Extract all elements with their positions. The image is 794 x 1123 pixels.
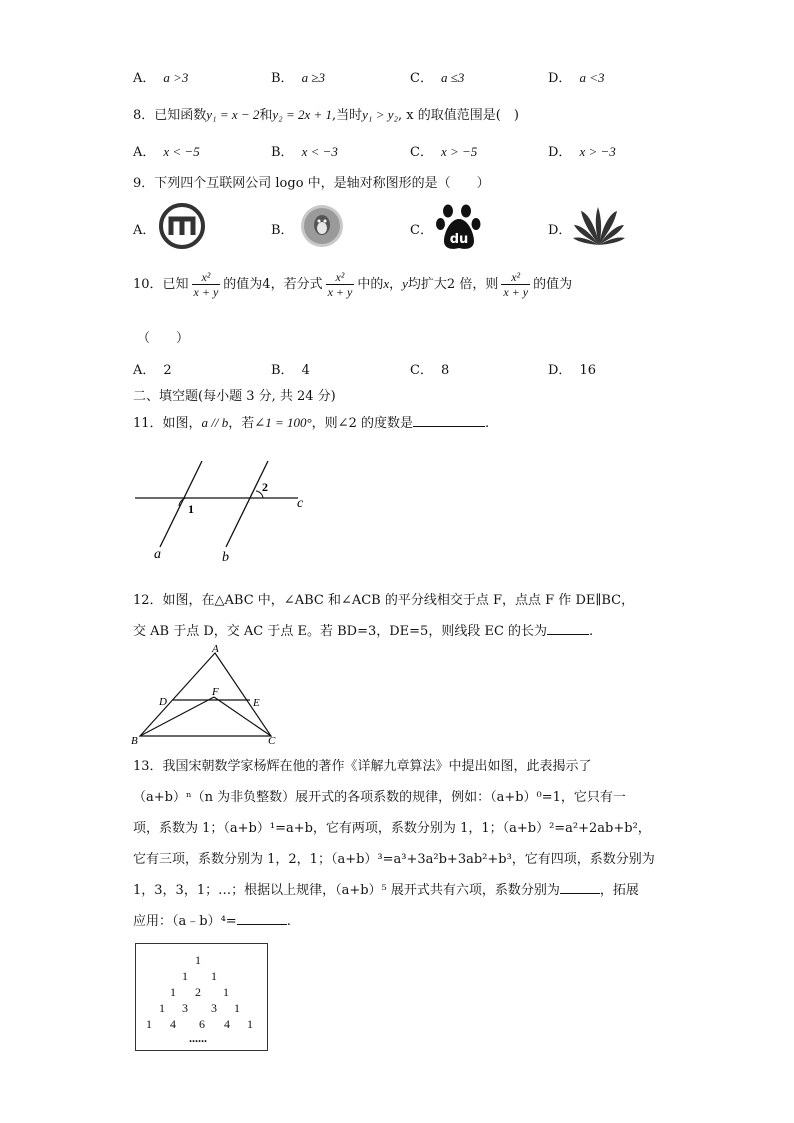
q9-option-d[interactable] <box>548 219 571 238</box>
q8-tail: , x 的取值范围是( ) <box>398 108 519 123</box>
q10-sep: ， <box>389 277 403 292</box>
parallel-lines-figure <box>130 455 320 567</box>
q10-option-d[interactable] <box>548 359 596 378</box>
q13-line-1: 13．我国宋朝数学家杨辉在他的著作《详解九章算法》中提出如图，此表揭示了 <box>133 759 592 774</box>
point-f-label: F <box>212 686 219 698</box>
fraction-numerator: x² <box>192 270 221 285</box>
q11-stem <box>133 412 489 431</box>
option-letter: B． <box>271 145 294 160</box>
fraction-denominator: x + y <box>327 285 353 299</box>
q11-text-3: ，则∠2 的度数是 <box>311 416 413 431</box>
q10-var-x: x <box>383 276 390 291</box>
triangle-ellipsis: ...... <box>189 1031 207 1045</box>
q8-mid: ,当时 <box>332 108 363 123</box>
point-e-label: E <box>253 697 260 709</box>
q11-condition: a // b <box>201 415 229 430</box>
triangle-number: 1 <box>170 985 176 999</box>
q11-answer-blank[interactable] <box>413 426 485 427</box>
fraction-numerator: x² <box>326 270 355 285</box>
triangle-number: 1 <box>159 1001 165 1015</box>
option-letter: C． <box>410 71 433 86</box>
baidu-du-text: du <box>449 232 469 247</box>
q12-line-1: 12．如图，在△ABC 中，∠ABC 和∠ACB 的平分线相交于点 F，点点 F 作 DE∥BC， <box>133 593 635 608</box>
q8-function-2: y₂ = 2x + 1 <box>272 107 333 122</box>
q10-fraction-3 <box>501 270 530 299</box>
q11-angle: ∠1 = 100° <box>254 415 312 430</box>
q10-stem <box>133 270 572 299</box>
triangle-number: 1 <box>182 969 188 983</box>
triangle-number: 4 <box>170 1017 176 1031</box>
triangle-number: 1 <box>146 1017 152 1031</box>
q8-function-1: y₁ = x − 2 <box>206 107 260 122</box>
q13-text-5a: 1，3，3，1；…；根据以上规律，（a+b）⁵ 展开式共有六项，系数分别为 <box>133 883 560 898</box>
option-text: a >3 <box>163 70 189 85</box>
line-b-label: b <box>222 550 229 565</box>
q8-option-d[interactable] <box>548 141 616 160</box>
q7-option-a[interactable] <box>133 67 188 86</box>
q7-option-d[interactable] <box>548 67 604 86</box>
q10-option-b[interactable] <box>271 359 310 378</box>
q13-text-5b: ，拓展 <box>599 883 639 898</box>
q10-text-4: 均扩大2 倍，则 <box>407 277 499 292</box>
q13-expansion-blank[interactable] <box>237 924 287 925</box>
q13-line-4: 它有三项，系数分别为 1，2，1；（a+b）³=a³+3a²b+3ab²+b³，它有四项，系数分别为 <box>133 852 655 867</box>
vertex-b-label: B <box>131 735 138 747</box>
option-text: 2 <box>163 363 172 378</box>
q12-answer-blank[interactable] <box>547 634 589 635</box>
q10-fraction-1 <box>192 270 221 299</box>
q11-end: . <box>484 416 490 431</box>
triangle-number: 3 <box>211 1001 217 1015</box>
triangle-figure <box>128 640 278 748</box>
q13-text-6a: 应用：（a﹣b）⁴= <box>133 914 237 929</box>
option-letter: A． <box>133 145 156 160</box>
option-text: x > −5 <box>440 144 478 159</box>
huawei-petal-logo-icon <box>572 205 626 247</box>
triangle-number: 1 <box>247 1017 253 1031</box>
q10-text-5: 的值为 <box>533 277 573 292</box>
option-letter: A． <box>133 223 156 238</box>
option-letter: B． <box>271 363 294 378</box>
option-text: 4 <box>301 363 310 378</box>
q12-end: . <box>589 624 594 639</box>
q11-text-2: ，若 <box>228 416 255 431</box>
option-letter: D． <box>548 145 572 160</box>
q10-option-c[interactable] <box>410 359 449 378</box>
q9-option-b[interactable] <box>271 219 294 238</box>
q7-option-b[interactable] <box>271 67 325 86</box>
fraction-denominator: x + y <box>503 285 529 299</box>
q10-text-3: 中的 <box>357 277 384 292</box>
option-text: a ≥3 <box>301 70 325 85</box>
option-text: a <3 <box>579 70 605 85</box>
option-letter: B． <box>271 223 294 238</box>
bisector-c <box>214 697 271 736</box>
yanghui-triangle-box <box>135 943 268 1051</box>
maxthon-logo-icon <box>158 202 206 250</box>
triangle-number: 1 <box>234 1001 240 1015</box>
option-letter: D． <box>548 71 572 86</box>
option-letter: A． <box>133 363 156 378</box>
q12-line-2 <box>133 620 593 639</box>
q13-line-2: （a+b）ⁿ（n 为非负整数）展开式的各项系数的规律，例如：（a+b）⁰=1，它只有一 <box>133 790 626 805</box>
triangle-number: 1 <box>195 953 201 967</box>
q8-stem <box>133 104 519 123</box>
q10-text-1: 10．已知 <box>133 277 189 292</box>
angle-1-label: 1 <box>188 502 194 516</box>
q8-and: 和 <box>259 108 273 123</box>
q9-option-c[interactable] <box>410 219 433 238</box>
bisector-b <box>140 697 214 736</box>
option-text: x > −3 <box>579 144 616 159</box>
option-letter: C． <box>410 223 433 238</box>
triangle-abc <box>140 653 271 736</box>
fraction-denominator: x + y <box>193 285 219 299</box>
option-letter: D． <box>548 223 572 238</box>
q10-paren: （ ） <box>137 331 190 346</box>
q13-coefficients-blank[interactable] <box>560 893 600 894</box>
baidu-paw-logo-icon <box>436 203 482 251</box>
q13-line-3: 项，系数为 1；（a+b）¹=a+b，它有两项，系数分别为 1，1；（a+b）²=a²+2ab+b²， <box>133 821 651 836</box>
line-c-label: c <box>297 496 304 511</box>
option-letter: B． <box>271 71 294 86</box>
option-letter: D． <box>548 363 572 378</box>
point-d-label: D <box>159 696 167 708</box>
q9-stem: 9．下列四个互联网公司 logo 中，是轴对称图形的是（ ） <box>133 176 490 191</box>
q8-condition: y₁ > y₂ <box>362 107 399 122</box>
option-text: x < −3 <box>301 144 338 159</box>
q8-option-c[interactable] <box>410 141 477 160</box>
option-text: x < −5 <box>163 144 200 159</box>
option-letter: C． <box>410 363 433 378</box>
q9-option-a[interactable] <box>133 219 155 238</box>
triangle-number: 6 <box>199 1017 205 1031</box>
q8-option-b[interactable] <box>271 141 338 160</box>
q13-line-6 <box>133 910 291 929</box>
q10-var-y: y <box>402 276 408 291</box>
q7-option-c[interactable] <box>410 67 464 86</box>
option-letter: C． <box>410 145 433 160</box>
q11-text-1: 11．如图， <box>133 416 202 431</box>
q8-option-a[interactable] <box>133 141 200 160</box>
line-a <box>160 461 202 547</box>
triangle-number: 2 <box>195 985 201 999</box>
q13-text-6b: . <box>286 914 291 929</box>
line-a-label: a <box>154 547 161 562</box>
penguin-logo-icon <box>298 203 346 249</box>
triangle-number: 3 <box>182 1001 188 1015</box>
q13-line-5 <box>133 879 639 898</box>
triangle-number: 1 <box>223 985 229 999</box>
option-letter: A． <box>133 71 156 86</box>
q10-fraction-2 <box>326 270 355 299</box>
q10-option-a[interactable] <box>133 359 172 378</box>
q10-text-2: 的值为4，若分式 <box>223 277 323 292</box>
angle-2-label: 2 <box>262 480 268 494</box>
triangle-number: 1 <box>211 969 217 983</box>
triangle-number: 4 <box>224 1017 230 1031</box>
option-text: 8 <box>440 363 450 378</box>
fraction-numerator: x² <box>501 270 530 285</box>
vertex-c-label: C <box>268 735 276 747</box>
option-text: a ≤3 <box>440 70 465 85</box>
line-b <box>226 461 268 547</box>
q8-stem-text: 8．已知函数 <box>133 108 207 123</box>
q12-text: 交 AB 于点 D，交 AC 于点 E。若 BD=3，DE=5，则线段 EC 的长为 <box>133 624 548 639</box>
vertex-a-label: A <box>212 643 219 655</box>
option-text: 16 <box>579 363 596 378</box>
section-heading: 二、填空题(每小题 3 分, 共 24 分) <box>133 389 336 404</box>
